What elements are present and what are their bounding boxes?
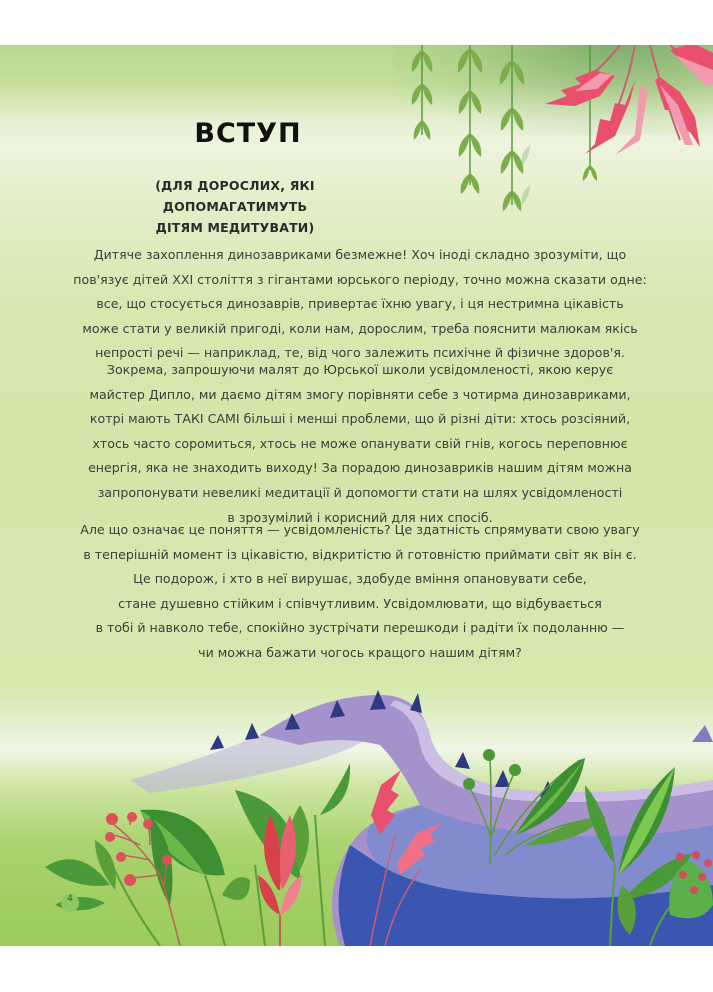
text-line: непрості речі — наприклад, те, від чого залежить психічне й фізичне здоров'я. bbox=[95, 345, 625, 361]
text-line: може стати у великій пригоді, коли нам, дорослим, треба пояснити малюкам якісь bbox=[82, 320, 638, 336]
text-line: пов'язує дітей XXI століття з гігантами юрського періоду, точно можна сказати одне: bbox=[73, 271, 647, 287]
text-line: Зокрема, запрошуючи малят до Юрської школи усвідомленості, якою керує bbox=[106, 362, 614, 377]
text-line: Але що означає це поняття — усвідомленість? Це здатність спрямувати свою увагу bbox=[80, 522, 640, 537]
page-subtitle bbox=[85, 175, 385, 238]
paragraph-2 bbox=[60, 358, 660, 530]
text-line: запропонувати невеликі медитації й допомогти стати на шлях усвідомленості bbox=[97, 484, 623, 500]
text-line: хтось часто соромиться, хтось не може опанувати свій гнів, когось переповнює bbox=[92, 435, 628, 451]
book-page bbox=[0, 45, 713, 946]
text-line: Це подорож, і хто в неї вирушає, здобуде вміння опановувати себе, bbox=[133, 571, 587, 587]
text-line: майстер Дипло, ми даємо дітям змогу порівняти себе з чотирма динозавриками, bbox=[89, 386, 631, 402]
text-line: в зрозумілий і корисний для них спосіб. bbox=[227, 509, 493, 525]
green-leaves-icon bbox=[45, 763, 350, 946]
text-line: в теперішній момент із цікавістю, відкритістю й готовністю приймати світ як він є. bbox=[83, 546, 637, 562]
paragraph-1 bbox=[60, 243, 660, 366]
text-line: в тобі й навколо тебе, спокійно зустрічати перешкоди і радіти їх подоланню — bbox=[95, 620, 625, 636]
subtitle-line: ДІТЯМ МЕДИТУВАТИ) bbox=[155, 220, 315, 235]
paragraph-3 bbox=[60, 518, 660, 666]
subtitle-line: (ДЛЯ ДОРОСЛИХ, ЯКІ ДОПОМАГАТИМУТЬ bbox=[155, 178, 315, 214]
text-line: все, що стосується динозаврів, привертає їхню увагу, і ця нестримна цікавість bbox=[96, 296, 624, 312]
text-line: стане душевно стійким і співчутливим. Усвідомлювати, що відбувається bbox=[118, 595, 602, 611]
text-line: чи можна бажати чогось кращого нашим дітям? bbox=[198, 644, 522, 660]
pink-fern-leaves-icon bbox=[545, 45, 713, 155]
page-title: ВСТУП bbox=[194, 118, 302, 149]
text-line: Дитяче захоплення динозавриками безмежне! Хоч іноді складно зрозуміти, що bbox=[93, 247, 627, 262]
page-number: 4 bbox=[67, 894, 73, 904]
text-line: котрі мають ТАКІ САМІ більші і менші проблеми, що й різні діти: хтось розсіяний, bbox=[89, 411, 631, 427]
text-line: енергія, яка не знаходить виходу! За порадою динозавриків нашим дітям можна bbox=[88, 460, 632, 476]
